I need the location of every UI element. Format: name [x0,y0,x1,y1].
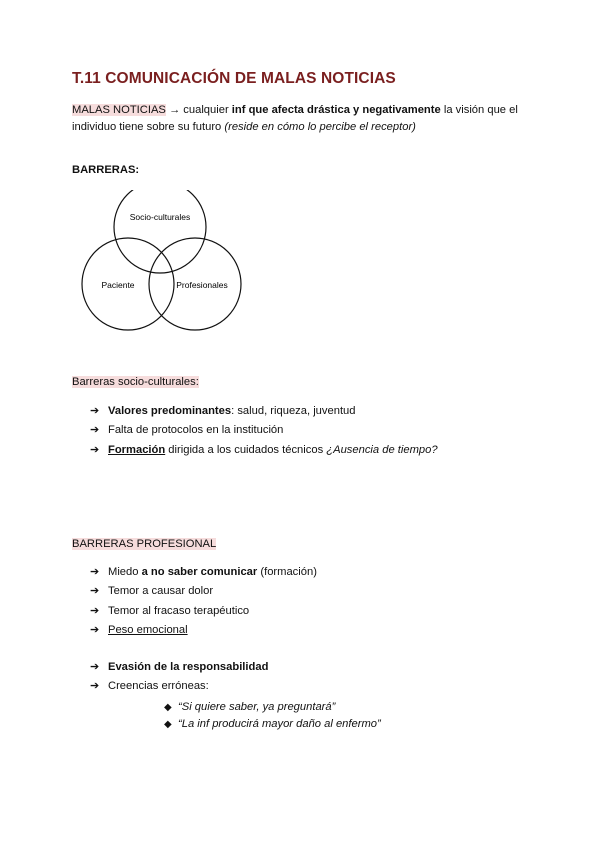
item-italic: ¿Ausencia de tiempo? [326,443,438,456]
list-item [90,584,317,603]
item-bold: Valores predominantes [108,405,232,417]
list-item [90,604,317,623]
socio-heading-text: Barreras socio-culturales: [72,376,199,388]
arrow-right-icon: ➔ [90,604,100,617]
arrow-right-icon: ➔ [90,424,100,437]
profesional-heading [72,536,216,553]
definition-text: cualquier [180,104,232,116]
item-bold: Evasión de la responsabilidad [108,661,269,673]
list-item [90,623,317,642]
arrow-right-icon: ➔ [90,405,100,417]
definition-line2: individuo tiene sobre su futuro [72,121,225,133]
arrow-right-icon: ➔ [90,661,100,673]
term-highlight: MALAS NOTICIAS [72,104,166,116]
list-item [90,565,317,584]
venn-label-left: Paciente [101,280,135,290]
sublist-item [164,699,381,716]
item-text: Temor a causar dolor [108,585,214,598]
sublist-text: “La inf producirá mayor daño al enfermo” [178,718,381,730]
venn-diagram [78,190,248,332]
definition-paragraph [72,102,532,136]
item-bold-underlined: Formación [108,443,166,456]
profesional-list [90,565,317,643]
item-text: Miedo [108,566,142,578]
arrow-right-icon: ➔ [90,443,100,456]
venn-label-right: Profesionales [176,280,228,290]
list-item [90,404,438,423]
page-title: T.11 COMUNICACIÓN DE MALAS NOTICIAS [72,70,396,87]
sublist-item [164,716,381,733]
sublist-text: “Si quiere saber, ya preguntará” [178,701,336,713]
definition-italic: (reside en cómo lo percibe el receptor) [224,121,416,133]
definition-arrow: → [168,104,181,116]
arrow-right-icon: ➔ [90,566,100,578]
barreras-heading: BARRERAS: [72,164,140,176]
socio-heading [72,374,199,391]
diamond-icon: ◆ [164,702,172,713]
item-text: Falta de protocolos en la institución [108,424,284,437]
diamond-icon: ◆ [164,719,172,730]
item-text: (formación) [257,566,317,578]
profesional-list-2 [90,660,268,699]
item-bold: a no saber comunicar [141,566,258,578]
venn-circle-top [114,190,206,273]
item-text: : salud, riqueza, juventud [231,405,356,417]
definition-bold: inf que afecta drástica y negativamente [231,104,441,116]
arrow-right-icon: ➔ [90,585,100,598]
item-text: Temor al fracaso terapéutico [108,604,250,617]
creencias-sublist [164,699,381,733]
item-text: dirigida a los cuidados técnicos [165,443,327,456]
list-item [90,660,268,679]
list-item [90,679,268,698]
socio-list [90,404,438,462]
definition-text-cont: la visión que el [440,104,518,116]
list-item [90,423,438,442]
list-item [90,443,438,462]
item-underlined: Peso emocional [108,624,188,637]
profesional-heading-text: BARRERAS PROFESIONAL [72,538,217,550]
venn-label-top: Socio-culturales [129,212,191,222]
arrow-right-icon: ➔ [90,624,100,637]
item-text: Creencias erróneas: [108,680,209,693]
arrow-right-icon: ➔ [90,680,100,693]
